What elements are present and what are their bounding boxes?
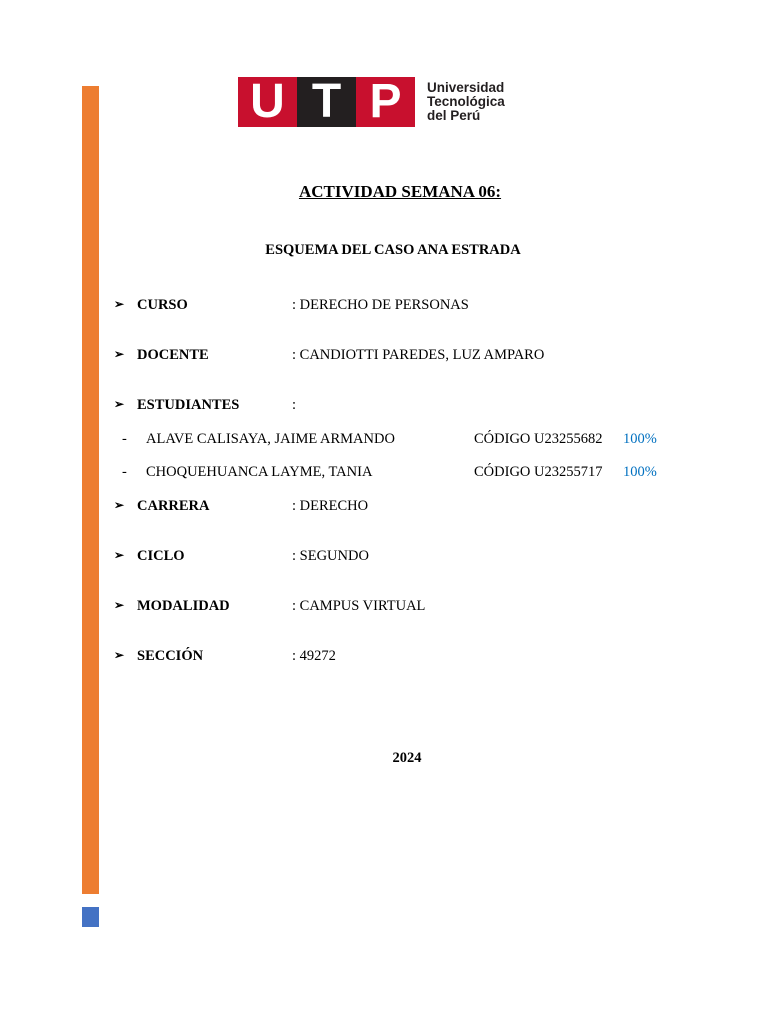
field-value: : SEGUNDO <box>292 548 369 564</box>
student-code: CÓDIGO U23255717 <box>474 464 603 480</box>
field-modalidad <box>0 598 768 618</box>
logo-text-line2: Tecnológica <box>427 94 505 109</box>
field-curso <box>0 297 768 317</box>
bullet-arrow-icon: ➢ <box>114 297 125 311</box>
logo-wordmark <box>427 81 505 123</box>
student-percent: 100% <box>623 464 657 480</box>
field-value: : <box>292 397 297 413</box>
bullet-arrow-icon: ➢ <box>114 498 125 512</box>
student-percent: 100% <box>623 431 657 447</box>
field-carrera <box>0 498 768 518</box>
field-label: CARRERA <box>137 498 210 514</box>
field-value: : CAMPUS VIRTUAL <box>292 598 426 614</box>
bullet-arrow-icon: ➢ <box>114 648 125 662</box>
bullet-arrow-icon: ➢ <box>114 598 125 612</box>
field-estudiantes <box>0 397 768 417</box>
utp-logo-mark <box>238 77 415 127</box>
field-label: SECCIÓN <box>137 648 204 664</box>
field-value: : DERECHO <box>292 498 369 514</box>
logo-letter-u: U <box>238 77 297 127</box>
student-dash: - <box>122 464 127 480</box>
student-name: CHOQUEHUANCA LAYME, TANIA <box>146 464 373 480</box>
field-docente <box>0 347 768 367</box>
field-value: : DERECHO DE PERSONAS <box>292 297 469 313</box>
bullet-arrow-icon: ➢ <box>114 548 125 562</box>
bullet-arrow-icon: ➢ <box>114 347 125 361</box>
logo-letter-t: T <box>297 77 356 127</box>
bullet-arrow-icon: ➢ <box>114 397 125 411</box>
page-subtitle: ESQUEMA DEL CASO ANA ESTRADA <box>265 242 521 258</box>
field-label: DOCENTE <box>137 347 209 363</box>
field-seccion <box>0 648 768 668</box>
field-ciclo <box>0 548 768 568</box>
document-year: 2024 <box>392 750 422 766</box>
student-row <box>0 464 768 484</box>
field-label: CURSO <box>137 297 188 313</box>
field-label: ESTUDIANTES <box>137 397 240 413</box>
field-value: : CANDIOTTI PAREDES, LUZ AMPARO <box>292 347 545 363</box>
field-label: CICLO <box>137 548 185 564</box>
utp-logo <box>238 77 505 127</box>
student-name: ALAVE CALISAYA, JAIME ARMANDO <box>146 431 395 447</box>
student-row <box>0 431 768 451</box>
page-title: ACTIVIDAD SEMANA 06: <box>298 182 502 201</box>
logo-text-line3: del Perú <box>427 108 481 123</box>
logo-text-line1: Universidad <box>427 80 505 95</box>
student-code: CÓDIGO U23255682 <box>474 431 603 447</box>
logo-letter-p: P <box>356 77 415 127</box>
student-dash: - <box>122 431 127 447</box>
blue-accent-square <box>82 907 99 927</box>
orange-accent-bar <box>82 86 99 894</box>
field-value: : 49272 <box>292 648 336 664</box>
field-label: MODALIDAD <box>137 598 230 614</box>
